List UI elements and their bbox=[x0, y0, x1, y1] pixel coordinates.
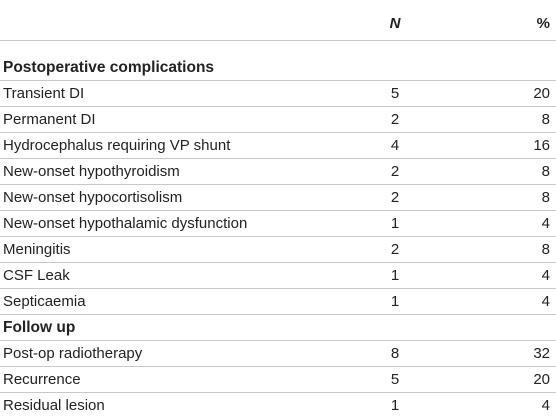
row-n: 2 bbox=[390, 111, 400, 128]
row-n: 5 bbox=[390, 371, 400, 388]
row-label: Permanent DI bbox=[3, 111, 96, 128]
section-header-postoperative bbox=[0, 55, 556, 81]
table-row bbox=[0, 289, 556, 315]
row-percent: 20 bbox=[533, 371, 550, 388]
header-percent: % bbox=[536, 15, 550, 32]
table-row bbox=[0, 237, 556, 263]
table-row bbox=[0, 107, 556, 133]
row-n: 1 bbox=[390, 397, 400, 414]
row-percent: 4 bbox=[541, 293, 550, 310]
table-row bbox=[0, 185, 556, 211]
row-label: Septicaemia bbox=[3, 293, 86, 310]
row-n: 8 bbox=[390, 345, 400, 362]
row-n: 2 bbox=[390, 189, 400, 206]
table-row bbox=[0, 133, 556, 159]
row-label: Transient DI bbox=[3, 85, 85, 102]
row-n: 1 bbox=[390, 267, 400, 284]
row-percent: 8 bbox=[541, 189, 550, 206]
row-label: Post-op radiotherapy bbox=[3, 345, 143, 362]
row-label: New-onset hypothalamic dysfunction bbox=[3, 215, 248, 232]
row-n: 2 bbox=[390, 163, 400, 180]
row-percent: 8 bbox=[541, 163, 550, 180]
table-row bbox=[0, 367, 556, 393]
row-percent: 8 bbox=[541, 241, 550, 258]
table-row bbox=[0, 263, 556, 289]
row-label: Meningitis bbox=[3, 241, 71, 258]
row-percent: 32 bbox=[533, 345, 550, 362]
row-percent: 16 bbox=[533, 137, 550, 154]
row-percent: 8 bbox=[541, 111, 550, 128]
row-percent: 4 bbox=[541, 397, 550, 414]
row-label: CSF Leak bbox=[3, 267, 70, 284]
table-row bbox=[0, 211, 556, 237]
row-percent: 4 bbox=[541, 267, 550, 284]
row-label: Recurrence bbox=[3, 371, 81, 388]
row-label: Hydrocephalus requiring VP shunt bbox=[3, 137, 231, 154]
row-label: New-onset hypothyroidism bbox=[3, 163, 180, 180]
table-row bbox=[0, 341, 556, 367]
row-percent: 4 bbox=[541, 215, 550, 232]
row-n: 4 bbox=[390, 137, 400, 154]
row-percent: 20 bbox=[533, 85, 550, 102]
row-label: Residual lesion bbox=[3, 397, 105, 414]
table-row bbox=[0, 159, 556, 185]
row-label: New-onset hypocortisolism bbox=[3, 189, 183, 206]
row-n: 1 bbox=[390, 215, 400, 232]
section-title: Follow up bbox=[3, 319, 76, 336]
row-n: 1 bbox=[390, 293, 400, 310]
section-title: Postoperative complications bbox=[3, 59, 215, 76]
header-n: N bbox=[389, 15, 401, 32]
table-row bbox=[0, 81, 556, 107]
row-n: 2 bbox=[390, 241, 400, 258]
row-n: 5 bbox=[390, 85, 400, 102]
section-header-follow-up bbox=[0, 315, 556, 341]
table-header-row bbox=[0, 7, 556, 41]
table-row bbox=[0, 393, 556, 419]
